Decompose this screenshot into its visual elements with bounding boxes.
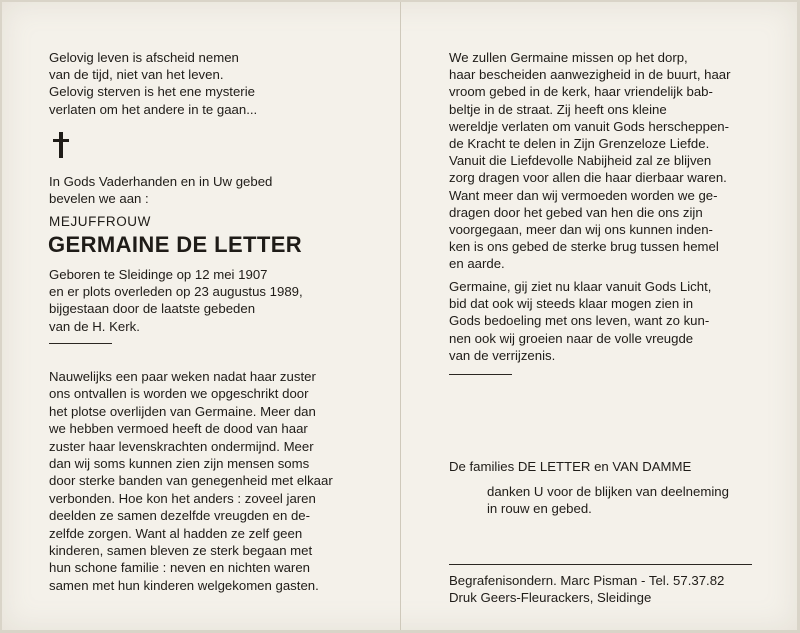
deceased-name: GERMAINE DE LETTER [48, 232, 303, 257]
reflection-line: voorgegaan, meer dan wij ons kunnen inden- [449, 222, 713, 238]
tribute-line: het plotse overlijden van Germaine. Meer dan [49, 403, 316, 419]
poem-line: van de tijd, niet van het leven. [49, 67, 224, 83]
tribute-line: ons ontvallen is worden we opgeschrikt door [49, 386, 309, 402]
thanks-line: in rouw en gebed. [487, 501, 592, 517]
prayer [449, 278, 753, 364]
card-fold [400, 2, 401, 630]
reflection-line: de Kracht te delen in Zijn Grenzeloze Liefde. [449, 136, 710, 152]
bio-line: en er plots overleden op 23 augustus 1989, [49, 284, 303, 300]
printer-line: Druk Geers-Fleurackers, Sleidinge [449, 590, 652, 606]
reflection [449, 49, 753, 273]
cross-icon [52, 132, 70, 158]
reflection-line: ken is ons gebed de sterke brug tussen hemel [449, 239, 719, 255]
prayer-line: Germaine, gij ziet nu klaar vanuit Gods Licht, [449, 279, 712, 294]
tribute-line: door sterke banden van genegenheid met elkaar [49, 473, 333, 489]
families: De families DE LETTER en VAN DAMME [449, 459, 692, 474]
reflection-line: haar bescheiden aanwezigheid in de buurt, haar [449, 67, 731, 83]
commendation-line: In Gods Vaderhanden en in Uw gebed [49, 174, 273, 189]
undertaker-line: Begrafenisondern. Marc Pisman - Tel. 57.37.82 [449, 573, 725, 588]
honorific: MEJUFFROUW [49, 214, 151, 229]
tribute-line: zuster haar levenskrachten ondermijnd. Meer [49, 438, 314, 454]
prayer-line: Gods bedoeling met ons leven, want zo kun- [449, 313, 710, 329]
reflection-line: Vanuit die Liefdevolle Nabijheid zal ze blijven [449, 153, 712, 169]
poem-line: Gelovig sterven is het ene mysterie [49, 84, 255, 100]
thanks-line: danken U voor de blijken van deelneming [487, 484, 729, 499]
prayer-line: bid dat ook wij steeds klaar mogen zien in [449, 296, 694, 312]
reflection-line: vroom gebed in de kerk, haar vriendelijk bab- [449, 84, 713, 100]
divider [449, 374, 512, 375]
tribute-line: hun schone familie : neven en nichten waren [49, 560, 310, 576]
bio-line: bijgestaan door de laatste gebeden [49, 301, 256, 317]
reflection-line: Want meer dan wij vermoeden worden we ge- [449, 187, 718, 203]
poem [49, 49, 257, 118]
reflection-line: en aarde. [449, 256, 505, 272]
memorial-card [2, 2, 797, 630]
tribute [49, 368, 357, 594]
bio-line: Geboren te Sleidinge op 12 mei 1907 [49, 267, 268, 282]
prayer-line: van de verrijzenis. [449, 347, 556, 363]
reflection-line: wereldje verlaten om vanuit Gods herscheppen- [449, 118, 730, 134]
reflection-line: beltje in de straat. Zij heeft ons kleine [449, 101, 667, 117]
tribute-line: zelfde zorgen. Want al hadden ze zelf geen [49, 525, 303, 541]
footer [449, 572, 724, 606]
reflection-line: We zullen Germaine missen op het dorp, [449, 50, 688, 65]
tribute-line: samen met hun kinderen welgekomen gasten. [49, 577, 319, 593]
reflection-line: zorg dragen voor allen die haar dierbaar waren. [449, 170, 727, 186]
tribute-line: kinderen, samen bleven ze sterk begaan met [49, 543, 313, 559]
tribute-line: we hebben vermoed heeft de dood van haar [49, 421, 308, 437]
prayer-line: nen ook wij groeien naar de volle vreugde [449, 330, 694, 346]
tribute-line: Nauwelijks een paar weken nadat haar zuster [49, 369, 316, 384]
bio-line: van de H. Kerk. [49, 318, 140, 334]
reflection-line: dragen door het gebed van hen die ons zijn [449, 204, 703, 220]
thanks [487, 483, 729, 517]
tribute-line: verbonden. Hoe kon het anders : zoveel jaren [49, 490, 316, 506]
poem-line: Gelovig leven is afscheid nemen [49, 50, 239, 65]
divider [49, 343, 112, 344]
commendation-line: bevelen we aan : [49, 191, 149, 207]
poem-line: verlaten om het andere in te gaan... [49, 101, 258, 117]
tribute-line: deelden ze samen dezelfde vreugden en de- [49, 508, 311, 524]
tribute-line: dan wij soms kunnen zien zijn mensen soms [49, 456, 310, 472]
footer-divider [449, 564, 752, 565]
commendation [49, 173, 272, 207]
biography [49, 266, 303, 335]
